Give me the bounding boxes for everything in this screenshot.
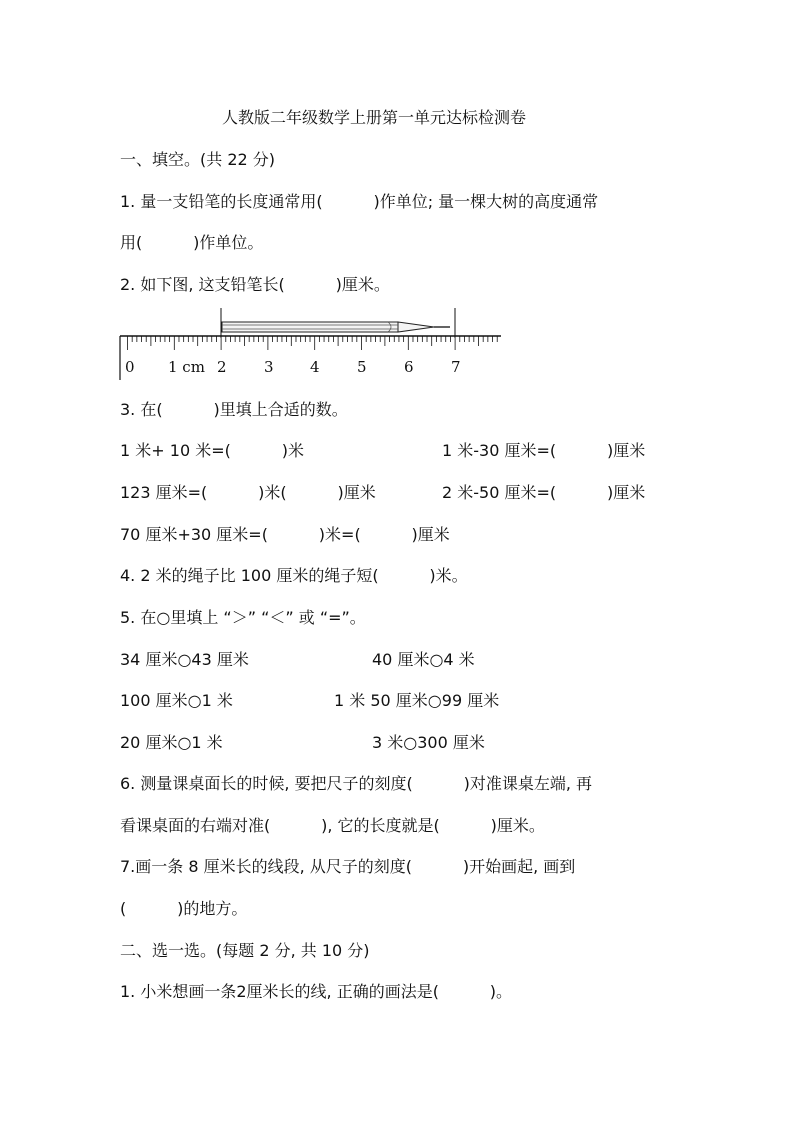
ruler-ticks — [128, 336, 498, 350]
s2-q1-text: 1. 小米想画一条2厘米长的线, 正确的画法是( )。 — [120, 982, 513, 1001]
page-title: 人教版二年级数学上册第一单元达标检测卷 — [222, 108, 527, 127]
ruler-label-7: 7 — [451, 358, 461, 376]
q1-line-1: 1. 量一支铅笔的长度通常用( )作单位; 量一棵大树的高度通常 — [120, 192, 599, 211]
q3-row-2-left: 123 厘米=( )米( )厘米 — [120, 483, 376, 502]
ruler-label-2: 2 — [217, 358, 227, 376]
section-1-heading: 一、填空。(共 22 分) — [120, 150, 276, 169]
q5-row-3-left: 20 厘米○1 米 — [120, 733, 223, 752]
q1-line-2: 用( )作单位。 — [120, 233, 264, 252]
q3-text: 3. 在( )里填上合适的数。 — [120, 400, 348, 419]
q2-text: 2. 如下图, 这支铅笔长( )厘米。 — [120, 275, 390, 294]
q3-row-1-right: 1 米-30 厘米=( )厘米 — [442, 441, 646, 460]
q6-line-2: 看课桌面的右端对准( ), 它的长度就是( )厘米。 — [120, 816, 545, 835]
pencil-icon — [222, 322, 450, 332]
q6-line-1: 6. 测量课桌面长的时候, 要把尺子的刻度( )对准课桌左端, 再 — [120, 774, 593, 793]
ruler-figure — [118, 306, 508, 386]
ruler-label-4: 4 — [310, 358, 320, 376]
ruler-label-5: 5 — [357, 358, 367, 376]
section-2-heading: 二、选一选。(每题 2 分, 共 10 分) — [120, 941, 370, 960]
ruler-label-3: 3 — [264, 358, 274, 376]
ruler-label-0: 0 — [125, 358, 135, 376]
q5-row-1-left: 34 厘米○43 厘米 — [120, 650, 249, 669]
q3-row-2-right: 2 米-50 厘米=( )厘米 — [442, 483, 646, 502]
q4-text: 4. 2 米的绳子比 100 厘米的绳子短( )米。 — [120, 566, 468, 585]
ruler-label-6: 6 — [404, 358, 414, 376]
ruler-tick-labels — [125, 358, 461, 376]
q7-line-1: 7.画一条 8 厘米长的线段, 从尺子的刻度( )开始画起, 画到 — [120, 857, 576, 876]
q5-row-3-right: 3 米○300 厘米 — [372, 733, 485, 752]
q5-row-2-left: 100 厘米○1 米 — [120, 691, 233, 710]
q5-row-1-right: 40 厘米○4 米 — [372, 650, 475, 669]
q5-text: 5. 在○里填上 “＞” “＜” 或 “=”。 — [120, 608, 366, 627]
ruler-label-1: 1 cm — [168, 358, 205, 376]
q7-line-2: ( )的地方。 — [120, 899, 248, 918]
q3-row-3-left: 70 厘米+30 厘米=( )米=( )厘米 — [120, 525, 450, 544]
q3-row-1-left: 1 米+ 10 米=( )米 — [120, 441, 304, 460]
q5-row-2-right: 1 米 50 厘米○99 厘米 — [334, 691, 500, 710]
